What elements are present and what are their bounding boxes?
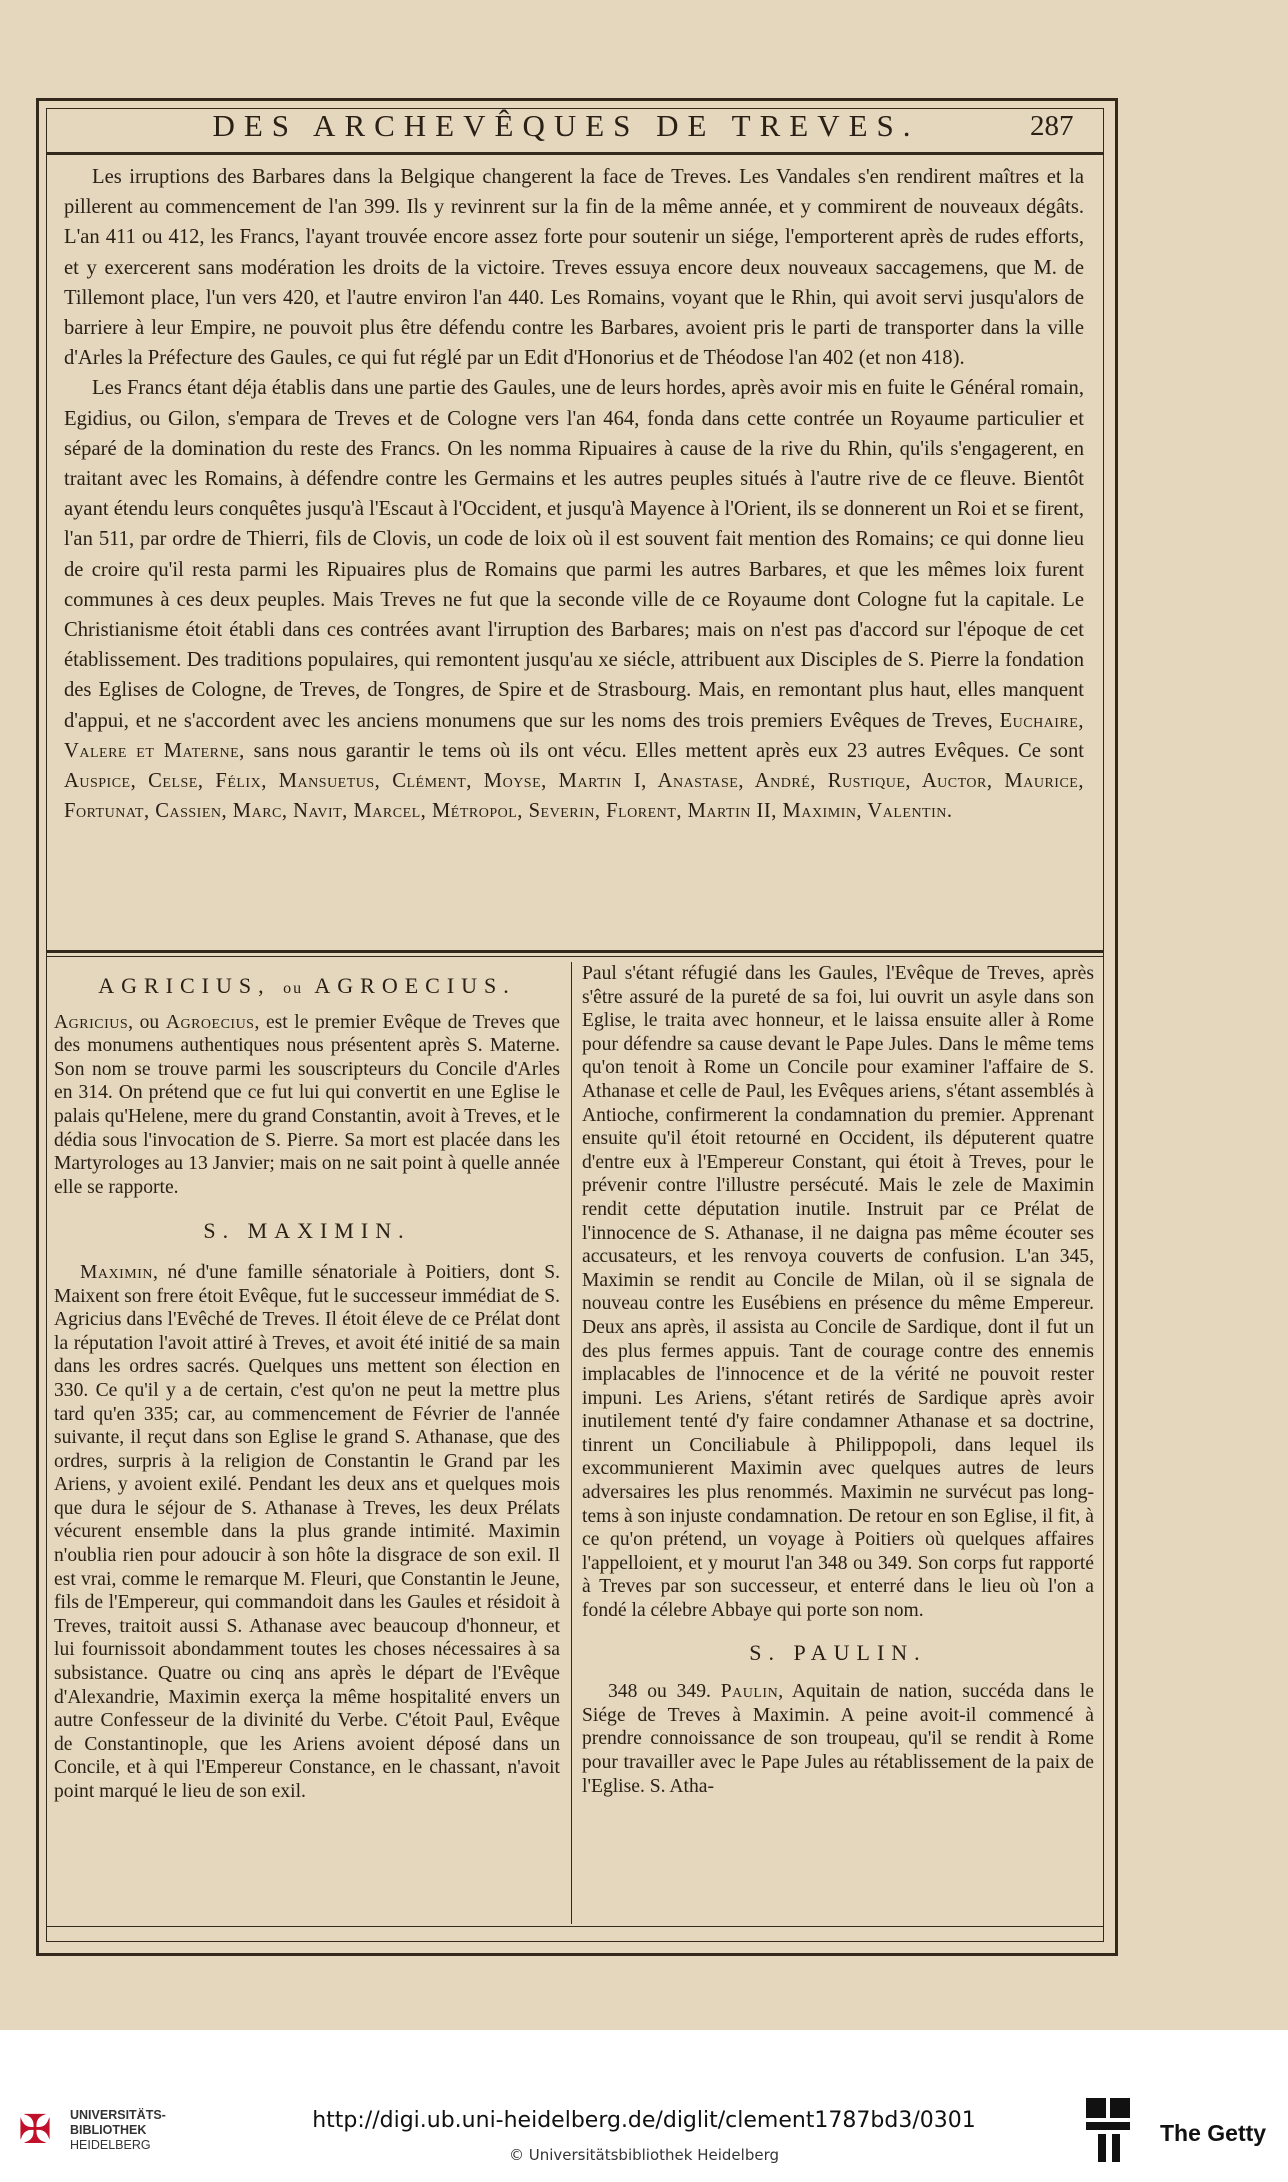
maximin-name: Maximin xyxy=(80,1261,154,1283)
header-rule xyxy=(46,152,1104,155)
page-number: 287 xyxy=(1030,110,1074,142)
university-library-logo[interactable]: UNIVERSITÄTS- BIBLIOTHEK HEIDELBERG xyxy=(70,2108,166,2152)
paulin-text: , Aquitain de nation, succéda dans le Siége de Treves à Maximin. A peine avoit-il commencé à prendre connoissance de son troupeau, qu'il se rendit à Rome pour travailler avec le Pape Jules au rétablissement de la paix de l'Eglise. S. Atha- xyxy=(582,1681,1094,1797)
section-rule xyxy=(46,950,1104,953)
paulin-heading: S. PAULIN. xyxy=(749,1639,927,1665)
right-column xyxy=(582,962,1094,1798)
permalink-url[interactable]: http://digi.ub.uni-heidelberg.de/diglit/clement1787bd3/0301 xyxy=(312,2108,976,2133)
bottom-rule xyxy=(46,1926,1104,1927)
getty-label[interactable]: The Getty xyxy=(1160,2120,1267,2146)
getty-logo-icon[interactable] xyxy=(1084,2096,1134,2166)
maximin-continued: Paul s'étant réfugié dans les Gaules, l'Evêque de Treves, après s'être assuré de la pureté de sa foi, lui ouvrit un asyle dans son Eglise, le traita avec honneur, et le laissa ensuite aller à Rome pour défendre sa cause devant le Pape Jules. Dans le même tems qu'on tenoit à Rome un Concile pour examiner l'affaire de S. Athanase et celle de Paul, les Evêques ariens, s'étant assemblés à Antioche, confirmerent la condamnation du premier. Apprenant ensuite qu'il étoit retourné en Occident, ils députerent quatre d'entre eux à l'Empereur Constant, qui étoit à Treves, pour le prévenir contre l'illustre persécuté. Mais le zele de Maximin rendit cette députation inutile. Instruit par ce Prélat de l'innocence de S. Athanase, il ne daigna pas même écouter ses accusateurs, et les renvoya couverts de confusion. L'an 345, Maximin se rendit au Concile de Milan, où il se signala de nouveau contre les Eusébiens en présence du même Empereur. Deux ans après, il assista au Concile de Sardique, dont il fut un des plus fermes appuis. Tant de courage contre des ennemis implacables de l'innocence et de la vérité ne pouvoit rester impuni. Les Ariens, s'étant retirés de Sardique après avoir inutilement tenté d'y faire condamner Athanase et sa doctrine, tinrent un Conciliabule à Philippopoli, dans lequel ils excommunierent Maximin avec quelques autres de leurs adversaires les plus renommés. Maximin ne survécut pas long-tems à son injuste condamnation. De retour en son Eglise, il fit, à ce qu'on prétend, un voyage à Poitiers où quelques affaires l'appelloient, et y mourut l'an 348 ou 349. Son corps fut rapporté à Treves par son successeur, et enterré dans le lieu où l'on a fondé la célebre Abbaye qui porte son nom. xyxy=(582,963,1094,1622)
column-divider xyxy=(571,962,572,1924)
maximin-text-left: , né d'une famille sénatoriale à Poitiers, dont S. Maixent son frere étoit Evêque, fut le successeur immédiat de S. Agricius dans l'Evêché de Treves. Il étoit éleve de ce Prélat dont la réputation l'avoit attiré à Treves, et avoit été initié de sa main dans les ordres sacrés. Quelques uns mettent son élection en 330. Ce qu'il y a de certain, c'est qu'on ne peut la mettre plus tard qu'en 335; car, au commencement de Février de l'année suivante, il reçut dans son Eglise le grand S. Athanase, que des ordres, surpris à la religion de Constantin le Grand par les Ariens, y avoient exilé. Pendant les deux ans et quelques mois que dura le séjour de S. Athanase à Treves, les deux Prélats vécurent ensemble dans la plus grande intimité. Maximin n'oublia rien pour adoucir à son hôte la disgrace de son exil. Il est vrai, comme le remarque M. Fleuri, que Constantin le Jeune, fils de l'Empereur, qui commandoit dans les Gaules et résidoit à Treves, traitoit aussi S. Athanase avec beaucoup d'honneur, et lui fournissoit abondamment toutes les choses nécessaires à sa subsistance. Quatre ou cinq ans après le départ de l'Evêque d'Alexandrie, Maximin exerça la même hospitalité envers un autre Confesseur de la divinité du Verbe. C'étoit Paul, Evêque de Constantinople, que les Ariens avoient déposé dans un Concile, et à qui l'Empereur Constance, en le chassant, n'avoit point marqué le lieu de son exil. xyxy=(54,1261,560,1802)
agroecius-name: Agroecius xyxy=(165,1011,255,1033)
agricius-name: Agricius xyxy=(54,1011,129,1033)
intro-paragraph-2-text: Les Francs étant déja établis dans une partie des Gaules, une de leurs hordes, après avoir mis en fuite le Général romain, Egidius, ou Gilon, s'empara de Treves et de Cologne vers l'an 464, fonda dans cette contrée un Royaume particulier et séparé de la domination du reste des Francs. On les nomma Ripuaires à cause de la rive du Rhin, qu'ils s'engagerent, en traitant avec les Romains, à défendre contre les Germains et les autres peuples situés à l'autre rive de ce fleuve. Bientôt ayant étendu leurs conquêtes jusqu'à l'Escaut à l'Occident, et jusqu'à Mayence à l'Orient, ils se donnerent un Roi et se firent, l'an 511, par ordre de Thierri, fils de Clovis, un code de loix où il est souvent fait mention des Romains; ce qui donne lieu de croire qu'il resta parmi les Ripuaires plus de Romains que parmi les autres Barbares, et que les mêmes loix furent communes à ces deux peuples. Mais Treves ne fut que la seconde ville de ce Royaume dont Cologne fut la capitale. Le Christianisme étoit établi dans ces contrées avant l'irruption des Barbares; mais on n'est pas d'accord sur l'époque de cet établissement. Des traditions populaires, qui remontent jusqu'au xe siécle, attribuent aux Disciples de S. Pierre la fondation des Eglises de Cologne, de Treves, de Tongres, de Spire et de Strasbourg. Mais, en remontant plus haut, elles manquent d'appui, et ne s'accordent avec les anciens monumens que sur les noms des trois premiers Evêques de Treves, xyxy=(64,377,1084,732)
running-title: DES ARCHEVÊQUES DE TREVES. xyxy=(212,108,920,143)
intro-text xyxy=(64,162,1084,826)
intro-paragraph-1: Les irruptions des Barbares dans la Belgique changerent la face de Treves. Les Vandales s'en rendirent maîtres et la pillerent au commencement de l'an 399. Ils y revinrent sur la fin de la même année, et y commirent de nouveaux dégâts. L'an 411 ou 412, les Francs, l'ayant trouvée encore assez forte pour soutenir un siége, l'emporterent après de rudes efforts, et y exercerent sans modération les droits de la victoire. Treves essuya encore deux nouveaux saccagemens, que M. de Tillemont place, l'un vers 420, et l'autre environ l'an 440. Les Romains, voyant que le Rhin, qui avoit servi jusqu'alors de barriere à leur Empire, ne pouvoit plus être défendu contre les Barbares, avoient pris le parti de transporter dans la ville d'Arles la Préfecture des Gaules, ce qui fut réglé par un Edit d'Honorius et de Théodose l'an 402 (et non 418). xyxy=(64,166,1084,370)
intro-paragraph-2-cont: sans nous garantir le tems où ils ont vécu. Elles mettent après eux 23 autres Evêques. Ce sont xyxy=(253,739,1084,762)
university-seal-icon[interactable]: ✠ xyxy=(18,2107,52,2153)
paulin-name: Paulin xyxy=(720,1681,779,1703)
intro-paragraph-2 xyxy=(64,373,1084,826)
bishop-list: Auspice, Celse, Félix, Mansuetus, Clément, Moyse, Martin I, Anastase, André, Rustique, Auctor, Maurice, Fortunat, Cassien, Marc, Navit, Marcel, Métropol, Severin, Florent, Martin II, Maximin, Valentin. xyxy=(64,770,1084,823)
paulin-date: 348 ou 349. xyxy=(608,1681,711,1703)
section-rule-thin xyxy=(46,956,1104,957)
paulin-entry xyxy=(582,1680,1094,1798)
agricius-text: , est le premier Evêque de Treves que des monumens authentiques nous présentent après S. Materne. Son nom se trouve parmi les souscripteurs du Concile d'Arles en 314. On prétend que ce fut lui qui convertit en une Eglise le palais qu'Helene, mere du grand Constantin, avoit à Treves, et le dédia sous l'invocation de S. Pierre. Sa mort est placée dans les Martyrologes au 13 Janvier; mais on ne sait point à quelle année elle se rapporte. xyxy=(54,1011,560,1198)
copyright-notice: © Universitätsbibliothek Heidelberg xyxy=(508,2146,779,2164)
maximin-heading: S. MAXIMIN. xyxy=(203,1218,411,1244)
agricius-heading: AGRICIUS, ou AGROECIUS. xyxy=(98,973,516,998)
viewer-footer xyxy=(0,2030,1288,2182)
left-column xyxy=(54,962,560,1804)
agricius-entry: Agricius, ou Agroecius, est le premier Evêque de Treves que des monumens authentiques nous présentent après S. Materne. Son nom se trouve parmi les souscripteurs du Concile d'Arles en 314. On prétend que ce fut lui qui convertit en une Eglise le palais qu'Helene, mere du grand Constantin, avoit à Treves, et le dédia sous l'invocation de S. Pierre. Sa mort est placée dans les Martyrologes au 13 Janvier; mais on ne sait point à quelle année elle se rapporte. xyxy=(54,1011,560,1198)
first-bishops-names: Euchaire, Valere et Materne, xyxy=(64,709,1085,762)
maximin-entry xyxy=(54,1261,560,1804)
